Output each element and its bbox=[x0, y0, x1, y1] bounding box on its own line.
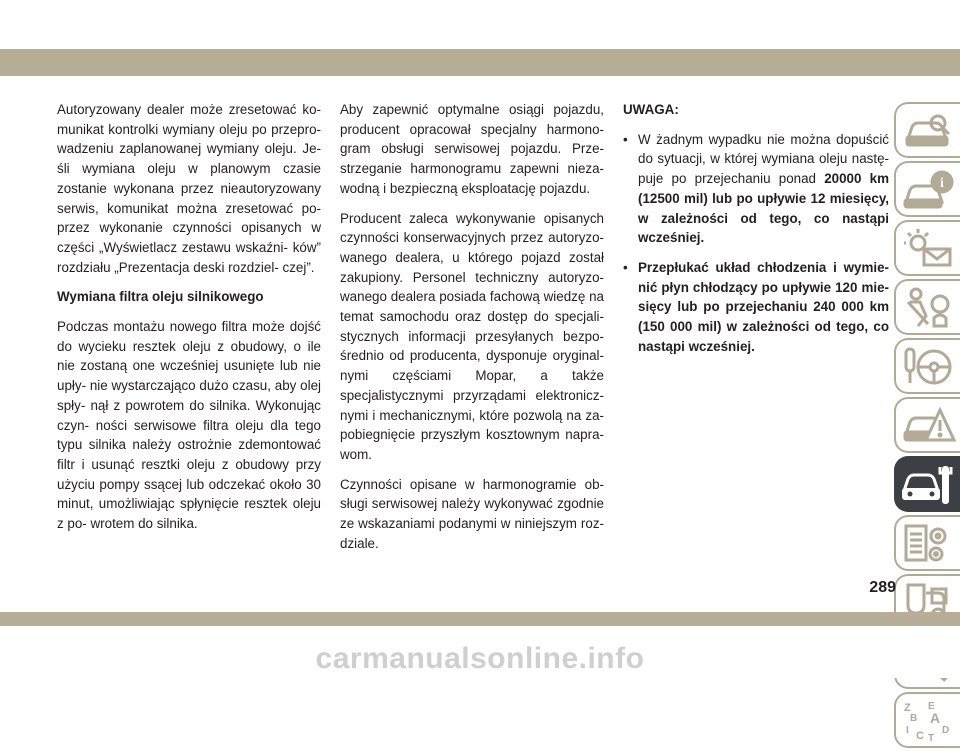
text-column-3 bbox=[623, 100, 889, 366]
note-item-bold-text: Przepłukać układ chłodzenia i wymie- nić płyn chłodzący po upływie 120 mie- sięcy lub po przejechaniu 240 000 km (150 000 mil) w zależności od tego, co nastąpi wcześniej. bbox=[638, 259, 889, 354]
watermark: carmanualsonline.info bbox=[315, 642, 645, 675]
svg-text:i: i bbox=[940, 176, 944, 191]
tab-servicing-maintenance[interactable] bbox=[894, 456, 960, 512]
paragraph-dealer: Producent zaleca wykonywanie opisanych czynności konserwacyjnych przez autoryzo- wanego dealera, u którego pojazd został zakupiony. Personel techniczny autoryzo- wanego dealera posiada fachową wiedzę na temat samochodu oraz dostęp do specjali- stycznych informacji przesyłanych bezpo- średnio od producenta, dysponuje oryginal- nymi częściami Mopar, a także specjalistycznymi przyrządami elektronicz- nymi i mechanicznymi, które pozwolą na za- pobiegnięcie przyszłym kosztownym napra- wom. bbox=[340, 210, 604, 462]
index-letter: A bbox=[930, 710, 941, 726]
text-column-2 bbox=[340, 100, 604, 563]
note-item-oil-change bbox=[623, 130, 889, 248]
car-info-icon bbox=[902, 168, 956, 212]
steering-wheel-key-icon bbox=[902, 345, 956, 389]
bullet-dot: • bbox=[623, 259, 628, 275]
page-number: 289 bbox=[869, 579, 896, 596]
paragraph-oil-filter: Podczas montażu nowego filtra może dojść do wycieku resztek oleju z obudowy, o ile nie zostaną one wcześniej usunięte lub nie upły- nie wystarczająco dużo czasu, aby olej spły- nął z powrotem do silnika. Wykonując czyn- ności serwisowe filtra oleju dla tego typu silnika należy ostrożnie zdemontować filtr i usunąć resztki oleju z obudowy przy użyciu pompy ssącej lub odczekać około 30 minut, umożliwiając spłynięcie resztek oleju z po- wrotem do silnika. bbox=[57, 319, 321, 532]
car-warning-triangle-icon bbox=[902, 404, 956, 448]
index-letter: D bbox=[942, 725, 950, 736]
tab-index[interactable] bbox=[894, 692, 960, 748]
tab-technical-specifications[interactable] bbox=[894, 515, 960, 571]
bullet-dot: • bbox=[623, 131, 628, 147]
footer-bar bbox=[0, 612, 960, 626]
paragraph-oil-reset: Autoryzowany dealer może zresetować ko- munikat kontrolki wymiany oleju po przepro- wadzeniu zaplanowanej wymiany oleju. Je- śli wymiana oleju w planowym czasie zostanie wykonana przez nieautoryzowany serwis, komunikat można zresetować po- przez wykonanie czynności opisanych w części „Wyświetlacz zestawu wskaźni- ków” rozdziału „Prezentacja deski rozdziel- czej”. bbox=[57, 102, 321, 275]
index-letter: I bbox=[906, 725, 909, 736]
header-band bbox=[0, 0, 960, 76]
index-letter: Z bbox=[904, 702, 911, 714]
index-letter: T bbox=[928, 733, 935, 743]
note-item-bold-text: 20000 km (12500 mil) lub po upływie 12 miesięcy, w zależności od tego, co nastąpi wcześniej. bbox=[638, 171, 889, 246]
car-wrench-icon bbox=[902, 463, 956, 507]
section-heading-oil-filter: Wymiana filtra oleju silnikowego bbox=[57, 289, 264, 305]
text-column-1 bbox=[57, 100, 321, 544]
seatbelt-airbag-icon bbox=[902, 286, 956, 330]
index-letter: E bbox=[928, 701, 935, 712]
alphabet-index-icon bbox=[902, 699, 956, 743]
index-letter: C bbox=[916, 730, 924, 742]
tab-dashboard[interactable] bbox=[894, 161, 960, 217]
note-list bbox=[623, 130, 889, 357]
car-search-icon bbox=[902, 109, 956, 153]
index-letter: B bbox=[910, 713, 918, 724]
tab-safety[interactable] bbox=[894, 279, 960, 335]
tab-emergency[interactable] bbox=[894, 397, 960, 453]
note-item-coolant bbox=[623, 258, 889, 357]
tab-warning-lights[interactable] bbox=[894, 220, 960, 276]
note-item-text: W żadnym wypadku nie można dopuścić do sytuacji, w której wymiana oleju nastę- puje po przejechaniu ponad bbox=[638, 131, 889, 187]
note-heading: UWAGA: bbox=[623, 102, 679, 117]
tab-starting-operating[interactable] bbox=[894, 338, 960, 394]
paragraph-schedule: Aby zapewnić optymalne osiągi pojazdu, producent opracował specjalny harmono- gram obsługi serwisowej pojazdu. Prze- strzeganie harmonogramu zapewni nieza- wodną i bezpieczną eksploatację pojazdu. bbox=[340, 102, 604, 196]
warning-light-message-icon bbox=[902, 227, 956, 271]
spec-gears-icon bbox=[902, 522, 956, 566]
tab-getting-to-know-vehicle[interactable] bbox=[894, 102, 960, 158]
header-bar bbox=[0, 49, 960, 76]
paragraph-follow-schedule: Czynności opisane w harmonogramie ob- sługi serwisowej należy wykonywać zgodnie ze wskazaniami podanymi w niniejszym roz- dziale. bbox=[340, 476, 604, 551]
